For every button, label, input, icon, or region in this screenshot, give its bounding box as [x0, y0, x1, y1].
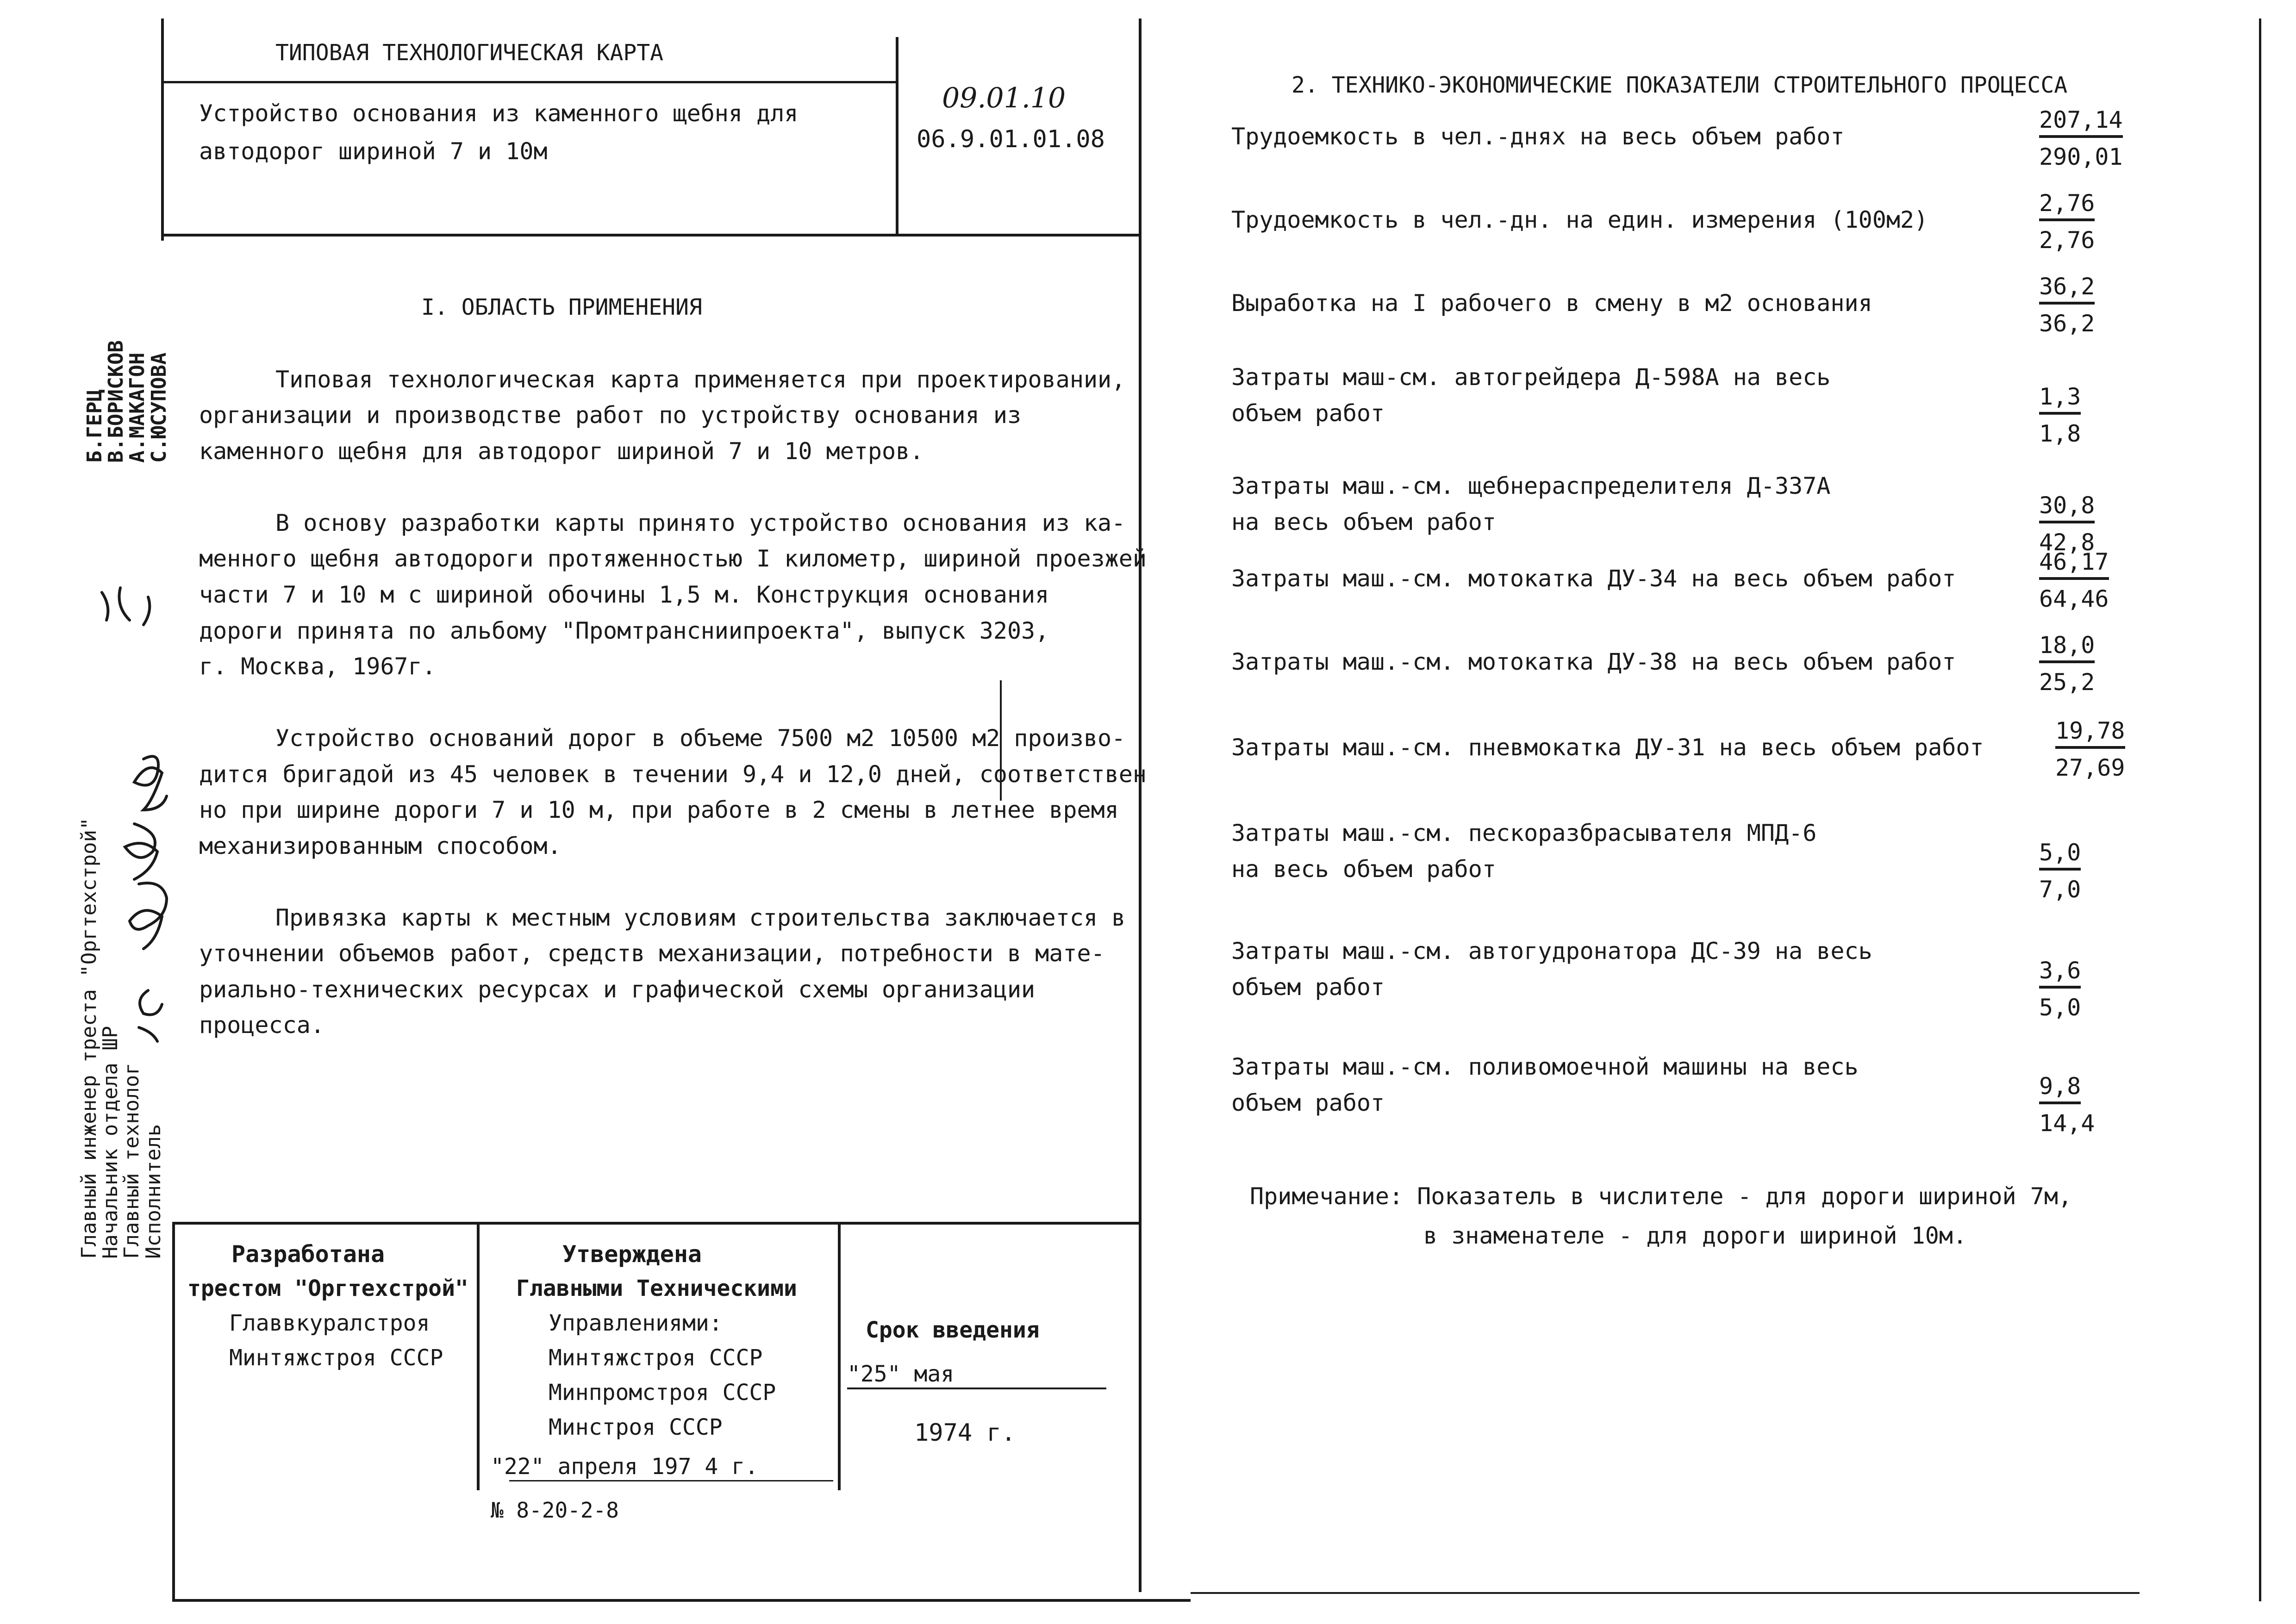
section-1-p4-line-4: процесса.: [199, 1012, 324, 1039]
approved-line-3: Минтяжстроя СССР: [549, 1345, 763, 1371]
developed-heading: Разработана: [231, 1241, 385, 1268]
note-line-2: в знаменателе - для дороги шириной 10м.: [1423, 1222, 1967, 1249]
handwritten-signatures: [69, 583, 181, 1115]
indicator-label: Затраты маш.-см. щебнераспределителя Д-337А: [1231, 473, 1831, 499]
indicator-value: [2039, 548, 2146, 612]
frame-right-vertical: [1139, 19, 1142, 1231]
section-1-p4-line-2: уточнении объемов работ, средств механизации, потребности в мате-: [199, 940, 1105, 967]
indicator-denominator: 27,69: [2055, 754, 2125, 781]
section-1-p2-line-1: В основу разработки карты принято устройство основания из ка-: [275, 510, 1126, 536]
section-1-p1-line-2: организации и производстве работ по устройству основания из: [199, 402, 1022, 429]
approved-heading: Утверждена: [562, 1241, 702, 1268]
document-code: 06.9.01.01.08: [917, 125, 1105, 153]
section-1-p3-line-3: но при ширине дороги 7 и 10 м, при работе в 2 смены в летнее время: [199, 796, 1119, 823]
card-type-title: ТИПОВАЯ ТЕХНОЛОГИЧЕСКАЯ КАРТА: [275, 40, 664, 66]
indicator-numerator: 36,2: [2039, 273, 2095, 305]
role-chief-technologist: Главный технолог: [120, 1063, 144, 1259]
indicator-denominator: 7,0: [2039, 876, 2081, 903]
indicator-value: [2039, 383, 2146, 447]
frame-approval-divider-2: [838, 1222, 841, 1490]
approved-date: "22" апреля 197 4 г.: [491, 1454, 758, 1480]
term-heading: Срок введения: [866, 1317, 1040, 1343]
approved-date-underline: [509, 1480, 833, 1481]
subject-line-2: автодорог шириной 7 и 10м: [199, 138, 548, 165]
section-1-p1-line-3: каменного щебня для автодорог шириной 7 и 10 метров.: [199, 438, 924, 465]
frame-approval-divider-1: [477, 1222, 480, 1490]
indicator-label: Трудоемкость в чел.-днях на весь объем работ: [1231, 123, 1845, 150]
approved-line-2: Управлениями:: [549, 1310, 723, 1336]
frame-title-divider: [896, 37, 898, 236]
indicator-denominator: 14,4: [2039, 1110, 2095, 1137]
indicator-value: [2039, 632, 2146, 696]
frame-title-underline: [161, 81, 897, 83]
indicator-denominator: 25,2: [2039, 669, 2095, 696]
indicator-denominator: 64,46: [2039, 585, 2109, 612]
role-chief-engineer: Главный инженер треста "Оргтехстрой": [77, 817, 101, 1259]
developed-line-3: Минтяжстроя СССР: [229, 1345, 443, 1371]
term-date-underline: [847, 1388, 1106, 1389]
indicator-value: [2039, 957, 2146, 1021]
indicator-denominator: 5,0: [2039, 994, 2081, 1021]
frame-bottom-right: [1191, 1592, 2140, 1594]
indicator-label: объем работ: [1231, 1089, 1385, 1116]
frame-approval-right: [1139, 1222, 1142, 1592]
indicator-value: [2055, 717, 2162, 781]
approved-line-1: Главными Техническими: [516, 1276, 797, 1301]
handwritten-code: 09.01.10: [942, 82, 1066, 114]
indicator-label: Затраты маш.-см. пневмокатка ДУ-31 на весь объем работ: [1231, 734, 1984, 761]
approved-line-4: Минпромстроя СССР: [549, 1380, 776, 1406]
indicator-denominator: 1,8: [2039, 420, 2081, 447]
frame-approval-top: [172, 1222, 1142, 1225]
section-1-p2-line-5: г. Москва, 1967г.: [199, 653, 436, 680]
indicator-label: Затраты маш.-см. поливомоечной машины на весь: [1231, 1053, 1859, 1080]
section-1-p2-line-4: дороги принята по альбому "Промтрансниипроекта", выпуск 3203,: [199, 617, 1049, 644]
indicator-label: на весь объем работ: [1231, 509, 1496, 535]
section-1-p3-line-2: дится бригадой из 45 человек в течении 9,4 и 12,0 дней, соответствен: [199, 761, 1147, 788]
name-1: Б.ГЕРЦ: [83, 389, 106, 463]
indicator-label: объем работ: [1231, 400, 1385, 427]
indicator-numerator: 3,6: [2039, 957, 2081, 989]
name-2: В.БОРИСКОВ: [104, 340, 128, 463]
note-line-1: Примечание: Показатель в числителе - для дороги шириной 7м,: [1250, 1183, 2072, 1210]
indicator-label: Затраты маш.-см. мотокатка ДУ-38 на весь объем работ: [1231, 648, 1956, 675]
indicator-label: Затраты маш.-см. автогудронатора ДС-39 на весь: [1231, 938, 1872, 964]
indicator-value: [2039, 273, 2146, 337]
section-1-p1-line-1: Типовая технологическая карта применяется при проектировании,: [275, 366, 1126, 393]
indicator-numerator: 19,78: [2055, 717, 2125, 749]
indicator-value: [2039, 839, 2146, 903]
indicator-value: [2039, 1073, 2146, 1137]
section-1-heading: I. ОБЛАСТЬ ПРИМЕНЕНИЯ: [421, 294, 702, 320]
approved-line-5: Минстроя СССР: [549, 1414, 723, 1440]
term-year: 1974 г.: [914, 1419, 1016, 1447]
indicator-numerator: 5,0: [2039, 839, 2081, 871]
indicator-numerator: 9,8: [2039, 1073, 2081, 1104]
indicator-label: на весь объем работ: [1231, 856, 1496, 883]
frame-top-left-vertical: [161, 19, 164, 241]
section-1-p2-line-2: менного щебня автодороги протяженностью I километр, шириной проезжей: [199, 545, 1147, 572]
indicator-label: объем работ: [1231, 974, 1385, 1001]
indicator-denominator: 42,8: [2039, 529, 2095, 556]
indicator-numerator: 18,0: [2039, 632, 2095, 663]
section-1-p3-line-1: Устройство оснований дорог в объеме 7500 м2 10500 м2 произво-: [275, 725, 1126, 752]
role-department-head: Начальник отдела ШР: [99, 1026, 123, 1259]
indicator-numerator: 1,3: [2039, 383, 2081, 415]
frame-header-bottom: [161, 234, 1142, 236]
name-4: С.ЮСУПОВА: [147, 352, 171, 463]
section-1-p2-line-3: части 7 и 10 м с шириной обочины 1,5 м. Конструкция основания: [199, 581, 1049, 608]
frame-far-right-vertical: [2259, 19, 2261, 1601]
term-date: "25" мая: [847, 1361, 955, 1387]
indicator-denominator: 2,76: [2039, 227, 2095, 254]
indicator-denominator: 36,2: [2039, 310, 2095, 337]
name-3: А.МАКАГОН: [125, 352, 150, 463]
indicator-value: [2039, 190, 2146, 254]
indicator-label: Трудоемкость в чел.-дн. на един. измерения (100м2): [1231, 206, 1928, 233]
section-1-p4-line-3: риально-технических ресурсах и графической схемы организации: [199, 976, 1036, 1003]
indicator-label: Затраты маш.-см. пескоразбрасывателя МПД-6: [1231, 820, 1817, 846]
indicator-numerator: 207,14: [2039, 106, 2123, 138]
subject-line-1: Устройство основания из каменного щебня для: [199, 100, 799, 127]
indicator-numerator: 30,8: [2039, 492, 2095, 523]
frame-left-vertical: [172, 1222, 175, 1601]
indicator-denominator: 290,01: [2039, 143, 2123, 170]
section-1-p3-line-4: механизированным способом.: [199, 833, 562, 859]
indicator-value: [2039, 492, 2146, 556]
signature-names: [84, 287, 170, 463]
developed-line-1: трестом "Оргтехстрой": [187, 1276, 468, 1301]
indicator-label: Выработка на I рабочего в смену в м2 основания: [1231, 290, 1872, 317]
indicator-value: [2039, 106, 2146, 170]
section-2-heading: 2. ТЕХНИКО-ЭКОНОМИЧЕСКИЕ ПОКАЗАТЕЛИ СТРОИТЕЛЬНОГО ПРОЦЕССА: [1292, 72, 2068, 98]
indicator-numerator: 46,17: [2039, 548, 2109, 580]
approval-number: № 8-20-2-8: [491, 1498, 619, 1523]
indicator-numerator: 2,76: [2039, 190, 2095, 221]
indicator-label: Затраты маш-см. автогрейдера Д-598А на весь: [1231, 364, 1831, 391]
section-1-p4-line-1: Привязка карты к местным условиям строительства заключается в: [275, 904, 1126, 931]
developed-line-2: Главвкуралстроя: [229, 1310, 430, 1336]
role-executor: Исполнитель: [141, 1124, 165, 1259]
indicator-label: Затраты маш.-см. мотокатка ДУ-34 на весь объем работ: [1231, 565, 1956, 592]
frame-bottom: [172, 1599, 1191, 1602]
